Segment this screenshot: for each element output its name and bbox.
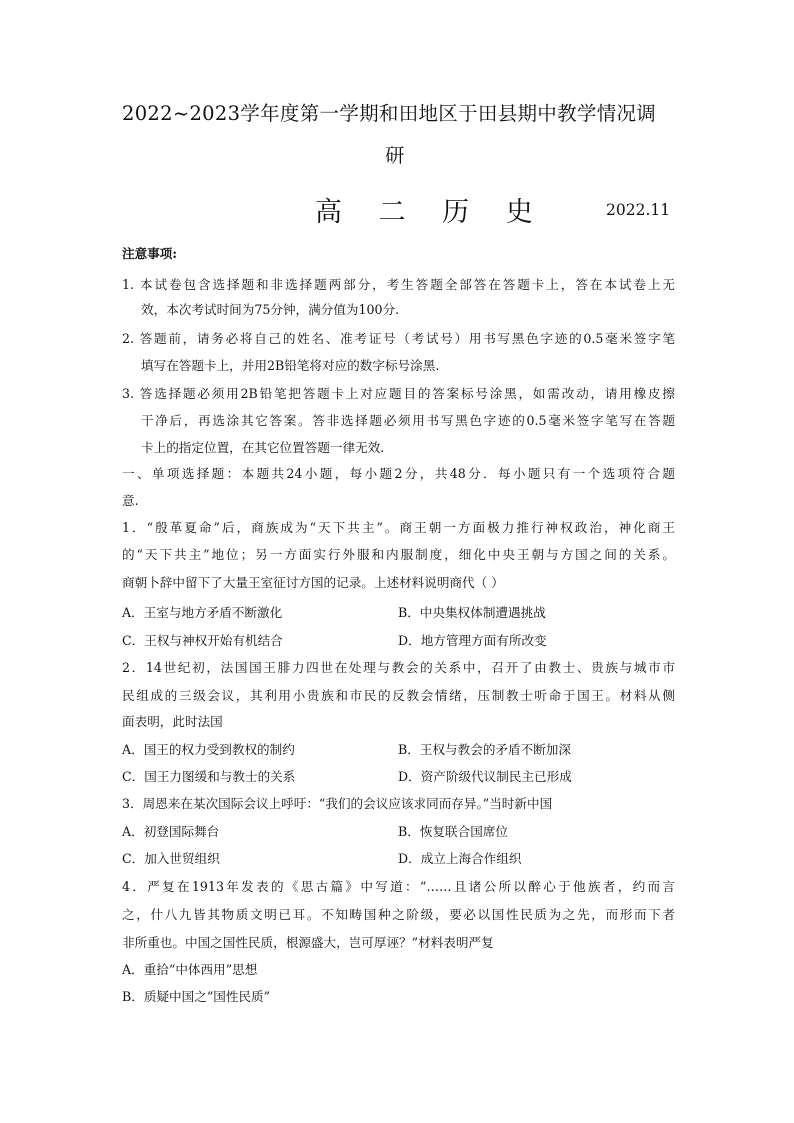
question-4-text: 之，什八九皆其物质文明已耳。不知畴国种之阶级，要必以国性民质为之先，而形而下者 [122,907,675,922]
question-3-option-b: B．恢复联合国席位 [398,824,509,839]
question-4-option-b: B．质疑中国之“国性民质” [122,989,271,1004]
question-2-text: 2．14世纪初，法国国王腓力四世在处理与教会的关系中，召开了由教士、贵族与城市市 [122,660,675,675]
question-4-option-a: A．重拾“中体西用”思想 [122,962,258,977]
question-3-text: 3．周恩来在某次国际会议上呼吁：“我们的会议应该求同而存异。”当时新中国 [122,796,553,811]
exam-title-line2: 研 [385,144,405,167]
notice-line: 2. 答题前，请务必将自己的姓名、准考证号（考试号）用书写黑色字迹的0.5毫米签字笔 [122,331,675,346]
question-2-option-d: D．资产阶级代议制民主已形成 [398,769,572,784]
question-1-text: 的“天下共主”地位；另一方面实行外服和内服制度，细化中央王朝与方国之间的关系。 [122,547,675,562]
question-4-text: 4．严复在1913年发表的《思古篇》中写道：“……且诸公所以醉心于他族者，约而言 [122,879,675,894]
section-heading: 一、单项选择题：本题共24小题，每小题2分，共48分．每小题只有一个选项符合题 [122,466,675,481]
question-1-option-d: D．地方管理方面有所改变 [398,633,547,648]
question-4-text: 非所重也。中国之国性民质，根源盛大，岂可厚诬？”材料表明严复 [122,935,494,950]
notice-line: 3. 答选择题必须用2B铅笔把答题卡上对应题目的答案标号涂黑，如需改动，请用橡皮擦 [122,386,675,401]
question-1-text: 商朝卜辞中留下了大量王室征讨方国的记录。上述材料说明商代（ ） [122,575,504,590]
subject-title: 高 二 历 史 [315,197,547,228]
question-3-option-c: C．加入世贸组织 [122,851,220,866]
exam-date: 2022.11 [606,201,671,219]
exam-title-line1: 2022~2023学年度第一学期和田地区于田县期中教学情况调 [122,102,657,125]
question-1-option-b: B．中央集权体制遭遇挑战 [398,605,546,620]
question-3-option-d: D．成立上海合作组织 [398,851,522,866]
notice-heading: 注意事项: [122,246,178,261]
question-1-option-a: A．王室与地方矛盾不断激化 [122,605,283,620]
question-2-text: 民组成的三级会议，其利用小贵族和市民的反教会情绪，压制教士听命于国王。材料从侧 [122,688,675,703]
question-3-option-a: A．初登国际舞台 [122,824,220,839]
question-1-text: 1．“殷革夏命”后，商族成为“天下共主”。商王朝一方面极力推行神权政治，神化商王 [122,520,675,535]
question-2-option-c: C．国王力图缓和与教士的关系 [122,769,296,784]
notice-line: 干净后，再选涂其它答案。答非选择题必须用书写黑色字迹的0.5毫米签字笔写在答题 [141,413,675,428]
question-2-text: 面表明，此时法国 [122,714,223,729]
notice-line: 填写在答题卡上，并用2B铅笔将对应的数字标号涂黑. [141,358,440,373]
notice-line: 1. 本试卷包含选择题和非选择题两部分，考生答题全部答在答题卡上，答在本试卷上无 [122,277,675,292]
question-2-option-b: B．王权与教会的矛盾不断加深 [398,742,571,757]
notice-line: 卡上的指定位置，在其它位置答题一律无效. [141,440,385,455]
question-1-option-c: C．王权与神权开始有机结合 [122,633,283,648]
notice-line: 效，本次考试时间为75分钟，满分值为100分. [141,302,400,317]
section-heading-cont: 意. [122,493,139,508]
question-2-option-a: A．国王的权力受到教权的制约 [122,742,295,757]
